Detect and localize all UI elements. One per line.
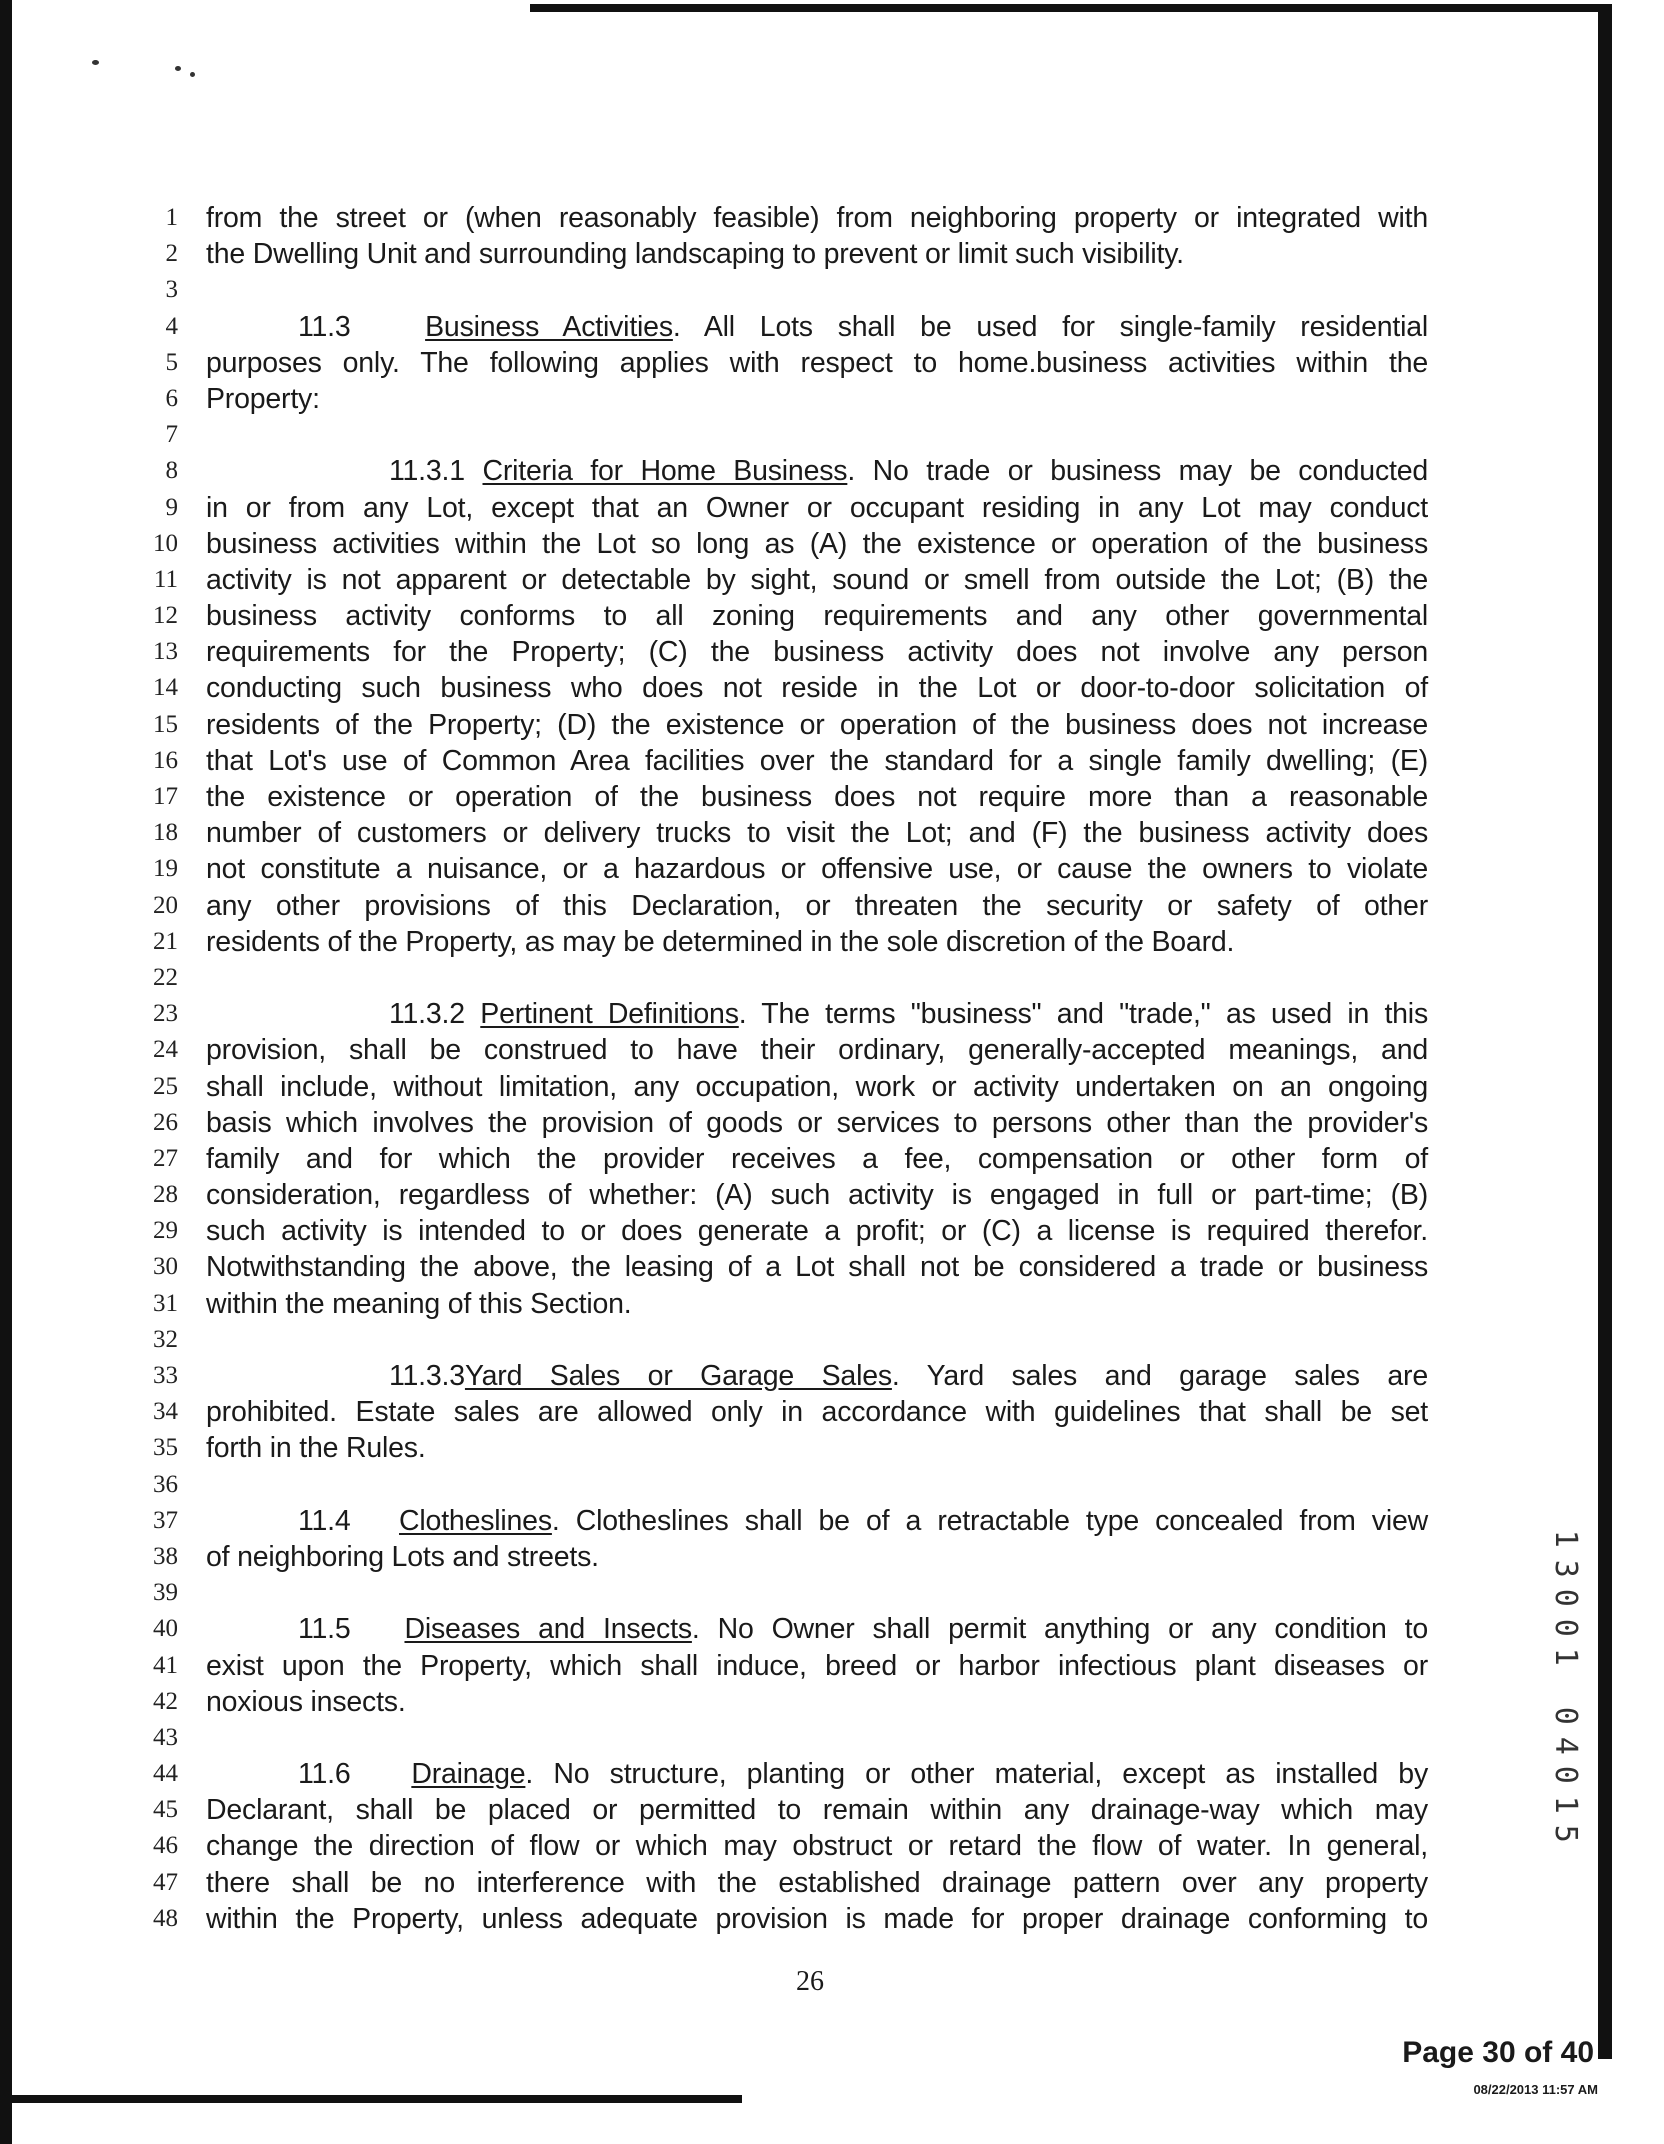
line-number: 29 xyxy=(153,1217,178,1245)
text-line: exist upon the Property, which shall induce, breed or harbor infectious plant diseases or xyxy=(206,1649,1428,1682)
line-number: 25 xyxy=(153,1072,178,1100)
scan-speck xyxy=(175,66,181,71)
section-11-3-2-heading: 11.3.2 Pertinent Definitions. The terms "business" and "trade," as used in this xyxy=(389,998,1428,1031)
section-11-3-1-heading: 11.3.1 Criteria for Home Business. No trade or business may be conducted xyxy=(389,455,1429,488)
line-number: 30 xyxy=(153,1253,178,1281)
recording-digit: 0 xyxy=(1547,1588,1583,1607)
page-number: 26 xyxy=(796,1966,824,1997)
line-number: 47 xyxy=(153,1868,178,1896)
line-number: 31 xyxy=(153,1289,178,1317)
section-title: Clotheslines xyxy=(399,1504,552,1537)
blank-line xyxy=(206,1322,1428,1358)
text-line: family and for which the provider receives a fee, compensation or other form of xyxy=(206,1142,1428,1175)
section-title: Criteria for Home Business xyxy=(482,455,848,488)
text-line: requirements for the Property; (C) the business activity does not involve any person xyxy=(206,636,1428,669)
text-line: Notwithstanding the above, the leasing of a Lot shall not be considered a trade or business xyxy=(206,1251,1428,1284)
text-line: business activity conforms to all zoning requirements and any other governmental xyxy=(206,600,1428,633)
line-number: 46 xyxy=(153,1832,178,1860)
text-line: the Dwelling Unit and surrounding landscaping to prevent or limit such visibility. xyxy=(206,238,1184,271)
blank-line xyxy=(206,417,1428,453)
recording-number-stamp xyxy=(1548,1524,1582,1849)
recording-digit: 0 xyxy=(1547,1706,1583,1725)
line-number: 36 xyxy=(153,1470,178,1498)
line-number: 2 xyxy=(165,240,178,268)
recording-digit: 0 xyxy=(1547,1618,1583,1637)
text-line: residents of the Property; (D) the existence or operation of the business does not increase xyxy=(206,708,1428,741)
text-line: number of customers or delivery trucks to visit the Lot; and (F) the business activity does xyxy=(206,817,1428,850)
line-number: 28 xyxy=(153,1181,178,1209)
line-number: 15 xyxy=(153,710,178,738)
section-title: Yard Sales or Garage Sales xyxy=(464,1360,892,1392)
recording-digit: 4 xyxy=(1547,1736,1583,1755)
line-number: 33 xyxy=(153,1362,178,1389)
text-line: Declarant, shall be placed or permitted to remain within any drainage-way which may xyxy=(206,1794,1428,1827)
line-number: 34 xyxy=(153,1398,178,1426)
line-number: 24 xyxy=(153,1036,178,1064)
blank-line xyxy=(206,960,1428,996)
text-line: business activities within the Lot so long as (A) the existence or operation of the business xyxy=(206,527,1428,560)
line-number: 9 xyxy=(165,493,178,521)
line-number: 7 xyxy=(165,421,178,449)
text-line: such activity is intended to or does generate a profit; or (C) a license is required therefor. xyxy=(206,1215,1428,1248)
blank-line xyxy=(206,1467,1428,1503)
line-number: 45 xyxy=(153,1796,178,1824)
line-number: 12 xyxy=(153,602,178,630)
section-title: Drainage xyxy=(411,1758,526,1791)
scan-border-left xyxy=(0,0,12,2144)
line-number: 13 xyxy=(153,638,178,666)
line-number: 38 xyxy=(153,1542,178,1570)
line-number: 48 xyxy=(153,1904,178,1932)
section-11-3-3-heading: 11.3.3Yard Sales or Garage Sales. Yard sales and garage sales are xyxy=(389,1360,1428,1392)
line-number: 32 xyxy=(153,1325,178,1353)
text-line: shall include, without limitation, any occupation, work or activity undertaken on an ongoing xyxy=(206,1070,1428,1103)
section-title: Pertinent Definitions xyxy=(480,998,739,1031)
document-body xyxy=(206,200,1428,1937)
scan-border-bottom xyxy=(12,2095,742,2103)
line-number: 14 xyxy=(153,674,178,702)
text-line: any other provisions of this Declaration, or threaten the security or safety of other xyxy=(206,889,1428,922)
text-line: of neighboring Lots and streets. xyxy=(206,1540,599,1573)
text-line: within the meaning of this Section. xyxy=(206,1287,632,1320)
section-title: Business Activities xyxy=(425,310,673,343)
section-11-5-heading: 11.5 Diseases and Insects. No Owner shall permit anything or any condition to xyxy=(298,1613,1429,1646)
text-line: consideration, regardless of whether: (A) such activity is engaged in full or part-time; (B) xyxy=(206,1179,1428,1212)
text-line: from the street or (when reasonably feasible) from neighboring property or integrated with xyxy=(206,202,1428,234)
text-line: forth in the Rules. xyxy=(206,1432,426,1465)
line-number: 22 xyxy=(153,963,178,991)
text-line: basis which involves the provision of goods or services to persons other than the provider's xyxy=(206,1106,1428,1139)
scan-border-right xyxy=(1598,4,1612,2059)
line-number: 19 xyxy=(153,855,178,883)
footer-timestamp: 08/22/2013 11:57 AM xyxy=(1473,2082,1598,2097)
text-line: within the Property, unless adequate provision is made for proper drainage conforming to xyxy=(206,1902,1428,1935)
line-number: 5 xyxy=(165,348,178,376)
line-number: 21 xyxy=(153,927,178,955)
recording-digit: 0 xyxy=(1547,1765,1583,1784)
line-number: 1 xyxy=(165,204,178,231)
line-number: 44 xyxy=(153,1760,178,1788)
blank-line xyxy=(206,272,1428,308)
line-number: 8 xyxy=(165,457,178,485)
recording-digit: 1 xyxy=(1547,1529,1583,1548)
text-line: there shall be no interference with the established drainage pattern over any property xyxy=(206,1866,1428,1899)
text-line: prohibited. Estate sales are allowed only in accordance with guidelines that shall be set xyxy=(206,1396,1428,1429)
text-line: noxious insects. xyxy=(206,1685,406,1718)
line-number: 42 xyxy=(153,1687,178,1715)
line-number: 35 xyxy=(153,1434,178,1462)
line-number: 37 xyxy=(153,1506,178,1534)
line-number: 41 xyxy=(153,1651,178,1679)
footer-page-count: Page 30 of 40 xyxy=(1402,2036,1594,2069)
line-number: 3 xyxy=(165,276,178,304)
recording-digit: 3 xyxy=(1547,1559,1583,1578)
section-11-4-heading: 11.4 Clotheslines. Clotheslines shall be of a retractable type concealed from view xyxy=(298,1504,1429,1537)
scan-border-top xyxy=(530,4,1610,12)
line-number: 26 xyxy=(153,1108,178,1136)
text-line: that Lot's use of Common Area facilities over the standard for a single family dwelling; (E) xyxy=(206,744,1428,777)
blank-line xyxy=(206,1575,1428,1611)
recording-digit: 1 xyxy=(1547,1795,1583,1814)
text-line: provision, shall be construed to have their ordinary, generally-accepted meanings, and xyxy=(206,1034,1428,1067)
text-line: conducting such business who does not reside in the Lot or door-to-door solicitation of xyxy=(206,672,1428,705)
text-line: in or from any Lot, except that an Owner or occupant residing in any Lot may conduct xyxy=(206,491,1428,524)
text-line: residents of the Property, as may be determined in the sole discretion of the Board. xyxy=(206,925,1235,958)
line-number: 10 xyxy=(153,529,178,557)
text-line: activity is not apparent or detectable by sight, sound or smell from outside the Lot; (B) the xyxy=(206,563,1428,596)
scan-speck xyxy=(92,60,99,65)
line-number: 43 xyxy=(153,1723,178,1751)
line-number: 6 xyxy=(165,384,178,412)
line-number: 39 xyxy=(153,1579,178,1607)
blank-line xyxy=(206,1720,1428,1756)
line-number: 16 xyxy=(153,746,178,774)
line-number: 4 xyxy=(165,312,178,340)
line-number: 23 xyxy=(153,1000,178,1028)
line-number: 27 xyxy=(153,1144,178,1172)
line-number: 17 xyxy=(153,783,178,810)
line-number-column xyxy=(118,200,178,1937)
recording-digit: 1 xyxy=(1547,1647,1583,1666)
section-title: Diseases and Insects xyxy=(404,1613,692,1646)
text-line: change the direction of flow or which may obstruct or retard the flow of water. In general, xyxy=(206,1830,1428,1863)
text-line: Property: xyxy=(206,382,320,415)
line-number: 40 xyxy=(153,1615,178,1643)
text-line: not constitute a nuisance, or a hazardous or offensive use, or cause the owners to violate xyxy=(206,853,1428,886)
text-line: the existence or operation of the business does not require more than a reasonable xyxy=(206,781,1428,813)
text-line: purposes only. The following applies with respect to home.business activities within the xyxy=(206,346,1428,379)
line-number: 11 xyxy=(153,565,178,593)
scan-speck xyxy=(190,72,195,77)
line-number: 18 xyxy=(153,819,178,847)
line-number: 20 xyxy=(153,891,178,919)
section-11-3-heading: 11.3 Business Activities. All Lots shall be used for single-family residential xyxy=(298,310,1428,343)
section-11-6-heading: 11.6 Drainage. No structure, planting or other material, except as installed by xyxy=(298,1758,1428,1791)
recording-digit: 5 xyxy=(1547,1824,1583,1843)
